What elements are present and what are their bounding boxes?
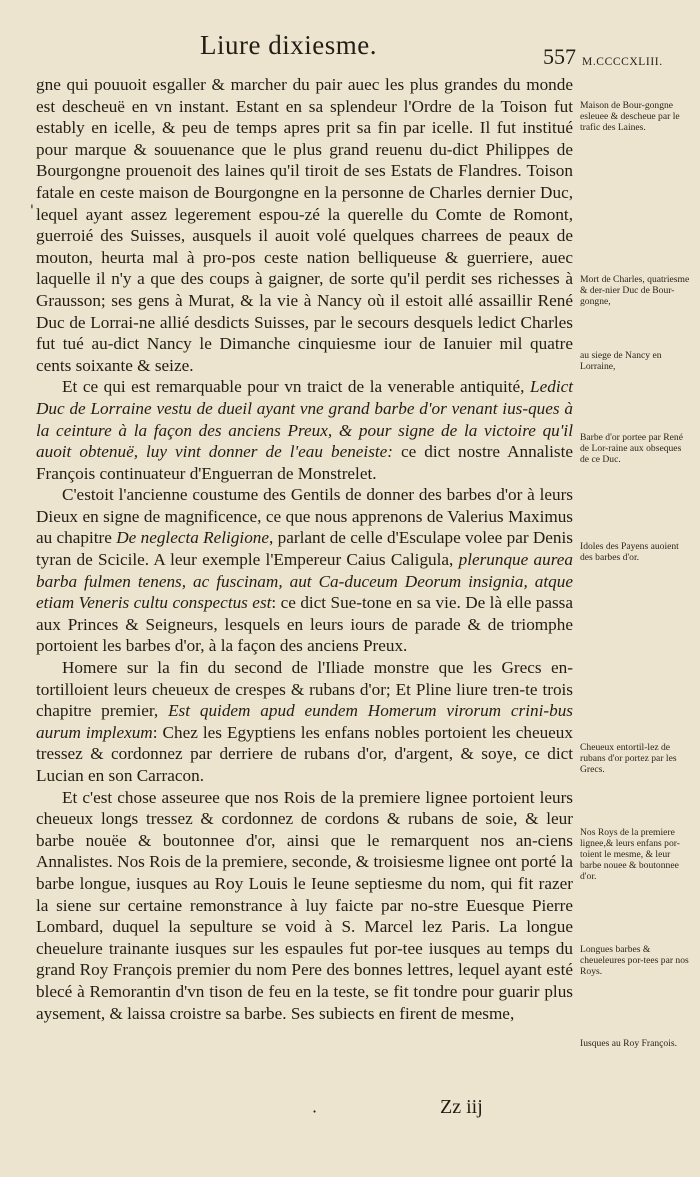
- signature-mark: Zz iij: [440, 1096, 483, 1118]
- paragraph-text: : ce dict Sue-tone en sa vie. De là elle passa aux Princes & Seigneurs, lesquels en leurs iours de parade & de triomphe portoient les barbes d'or, à la façon des anciens Preux.: [36, 593, 573, 656]
- margin-note-idoles: Idoles des Payens auoient des barbes d'or.: [580, 541, 679, 563]
- margin-note-rois: Nos Roys de la premiere lignee,& leurs enfans por-toient le mesme, & leur barbe nouee & boutonnee d'or.: [580, 827, 680, 882]
- paragraph-text: Homere sur la fin du second de l'Iliade monstre que les Grecs en-tortilloient leurs cheueux de crespes & rubans d'or; Et Pline liure tren-te trois chapitre premier,: [36, 658, 573, 721]
- paragraph-homere: [36, 657, 573, 787]
- paragraph-text: Et ce qui est remarquable pour vn traict de la venerable antiquité,: [62, 377, 531, 397]
- paragraph-rois: Et c'est chose asseuree que nos Rois de la premiere lignee portoient leurs cheueux longs tressez & cordonnez de cordons & rubans de soie, & leur barbe nouëe & boutonnee d'or, ainsi que le remarquent nos an-ciens Annalistes. Nos Rois de la premiere, seconde, & troisiesme lignee ont porté la barbe longue, iusques au Roy Louis le Ieune septiesme du nom, qui fit razer la siene sur certaine remonstrance à luy faicte par no-stre Euesque Pierre Lombard, duquel la sepulture se void à S. Marcel lez Paris. La longue cheuelure trainante iusques sur les espaules fut por-tee iusques au temps du grand Roy François premier du nom Pere des bonnes lettres, lequel ayant esté blecé à Remorantin d'vn tison de feu en la teste, se fit tondre pour guarir plus aysement, & laissa croistre sa barbe. Ses subiects en firent de mesme,: [36, 787, 573, 1023]
- ornament-dot: ·: [312, 1102, 318, 1121]
- paragraph-barbe-or: [36, 376, 573, 484]
- margin-note-francois: Iusques au Roy François.: [580, 1038, 677, 1049]
- margin-note-cheueux: Cheueux entortil-lez de rubans d'or portez par les Grecs.: [580, 742, 677, 775]
- latin-quote: plerunque aurea barba fulmen tenens, ac fuscinam, aut Ca-duceum Deorum insignia, atque etiam Veneris cultu conspectus est: [36, 550, 573, 613]
- latin-quote: Est quidem apud eundem Homerum virorum crini-bus aurum implexum: [36, 701, 573, 742]
- paragraph-text: ce dict nostre Annaliste François continuateur d'Enguerran de Monstrelet.: [36, 442, 573, 483]
- paragraph-text: : Chez les Egyptiens les enfans nobles portoient les cheueux tressez & cordonnez par derriere de rubans d'or, d'argent, & soye, ce dict Lucian en son Carracon.: [36, 722, 573, 785]
- margin-note-nancy: au siege de Nancy en Lorraine,: [580, 350, 662, 372]
- margin-tick-mark: ': [30, 203, 34, 219]
- paragraph-text: C'estoit l'ancienne coustume des Gentils de donner des barbes d'or à leurs Dieux en signe de magnificence, ce que nous apprenons de Valerius Maximus au chapitre: [36, 485, 573, 548]
- latin-quote: Ledict Duc de Lorraine vestu de dueil ayant vne grand barbe d'or venant ius-ques à la ceinture à la façon des anciens Preux, & pour signe de la victoire qu'il auoit obtenuë, luy vint donner de l'eau beneiste:: [36, 377, 573, 462]
- page-number: 557: [543, 44, 576, 69]
- main-text-column: [36, 74, 573, 1024]
- paragraph-gentils: [36, 484, 573, 657]
- margin-note-mort-charles: Mort de Charles, quatriesme & der-nier Duc de Bour-gongne,: [580, 274, 690, 307]
- paragraph-toison: gne qui pouuoit esgaller & marcher du pair auec les plus grandes du monde est descheuë en vn instant. Estant en sa splendeur l'Ordre de la Toison fut estably en icelle, & peu de temps apres prit sa fin par icelle. Il fut institué pour marque & souuenance que le plus grand reuenu du-dict Philippes de Bourgongne prouenoit des laines qu'il tiroit de ses Estats de Flandres. Toison fatale en ceste maison de Bourgongne en la personne de Charles dernier Duc, lequel ayant assez legerement espou-zé la querelle du Comte de Romont, guerroié des Suisses, ausquels il auoit volé quelques charrees de peaux de mouton, heurta mal à pro-pos ceste nation belliqueuse & guerriere, auec laquelle il n'y a que des coups à gaigner, de sorte qu'il perdit ses richesses à Grausson; ses gens à Murat, & la vie à Nancy où il estoit allé assaillir René Duc de Lorrai-ne allié desdicts Suisses, par le secours desquels ledict Charles fut tué au-dict Nancy le Dimanche cinquiesme iour de Ianuier mil quatre cents soixante & seize.: [36, 75, 573, 375]
- margin-note-longues-barbes: Longues barbes & cheueleures por-tees par nos Roys.: [580, 944, 689, 977]
- running-title: Liure dixiesme.: [200, 30, 377, 60]
- margin-note-barbe-or: Barbe d'or portee par René de Lor-raine aux obseques de ce Duc.: [580, 432, 683, 465]
- margin-note-toison: Maison de Bour-gongne esleuee & descheue par le trafic des Laines.: [580, 100, 680, 133]
- paragraph-text: , parlant de celle d'Esculape volee par Denis tyran de Scicile. A leur exemple l'Empereur Caius Caligula,: [36, 528, 573, 570]
- year-margin-note: M.CCCCXLIII.: [582, 56, 663, 68]
- latin-title: De neglecta Religione: [116, 528, 270, 548]
